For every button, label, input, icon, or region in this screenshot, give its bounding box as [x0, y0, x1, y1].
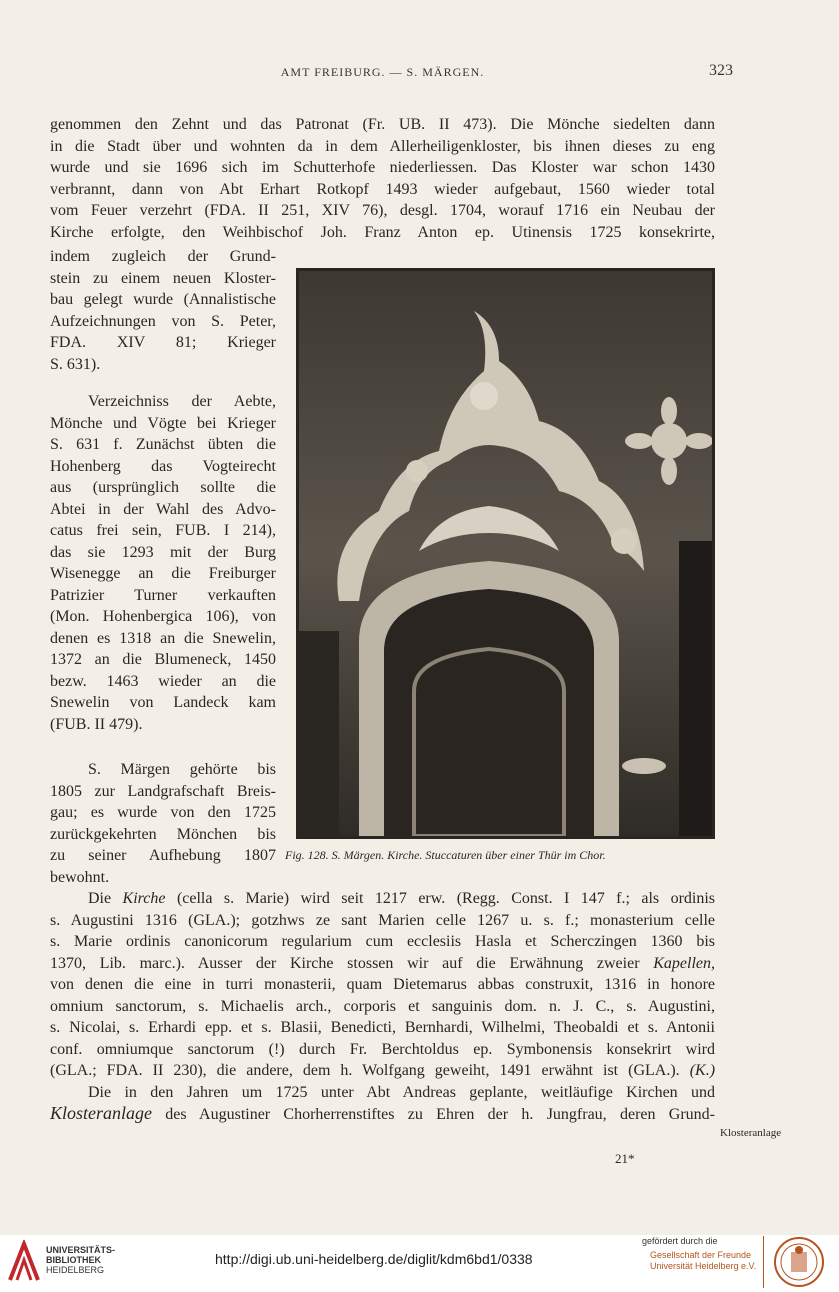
sponsor-label: gefördert durch die: [642, 1236, 718, 1246]
running-header: [50, 62, 733, 82]
stucco-door-illustration: [299, 271, 712, 836]
paragraph-intro: genommen den Zehnt und das Patronat (Fr. UB. II 473). Die Mönche siedelten dann in die Stadt über und wohnten da in dem Allerheiligenkloster, bis ihnen dieses zu eng wurde und sie 1696 sich im Schutterhofe niederliessen. Das Kloster war schon 1430 verbrannt, dann von Abt Erhart Rotkopf 1493 wieder aufgebaut, 1560 wieder total vom Feuer verzehrt (FDA. II 251, XIV 76), desgl. 1704, worauf 1716 ein Neubau der Kirche erfolgte, den Weihbischof Joh. Franz Anton ep. Utinensis 1725 konsekrirte,: [50, 116, 715, 241]
university-library-logo-icon: [8, 1240, 42, 1284]
university-seal-icon: [771, 1236, 827, 1288]
sponsor-name: Gesellschaft der Freunde Universität Heidelberg e.V.: [650, 1250, 757, 1271]
figure-caption: Fig. 128. S. Märgen. Kirche. Stuccaturen über einer Thür im Chor.: [285, 848, 606, 862]
paragraph-kirche: Die Kirche (cella s. Marie) wird seit 1217 erw. (Regg. Const. I 147 f.; als ordinis s. Augustini 1316 (GLA.); gotzhws ze sant Marien celle 1267 u. s. f.; monasterium celle s. Marie ordinis canonicorum regularium cum ecclesiis Hasla et Scherczingen 1360 bis 1370, Lib. marc.). Ausser der Kirche stossen wir auf die Erwähnung zweier Kapellen, von denen die eine in turri monasterii, quam Dietemarus abbas construxit, 1316 in honore omnium sanctorum, s. Michaelis arch., corporis et sanguinis dom. n. J. C., s. Augustini, s. Nicolai, s. Erhardi epp. et s. Blasii, Benedicti, Bernhardi, Wilhelmi, Theobaldi et s. Antonii conf. omniumque sanctorum (!) durch Fr. Berchtoldus ep. Symbonensis konsekrirt wird (GLA.; FDA. II 230), die andere, dem h. Wolfgang geweiht, 1491 erwähnt ist (GLA.). (K.) Die in den Jahren um 1725 unter Abt Andreas geplante, weitläufige Kirchen und Klosteranlage des Augustiner Chorherrenstiftes zu Ehren der h. Jungfrau, deren Grund-: [50, 890, 716, 1123]
permalink-url[interactable]: http://digi.ub.uni-heidelberg.de/diglit/kdm6bd1/0338: [215, 1251, 533, 1267]
university-library-name: UNIVERSITÄTS- BIBLIOTHEK HEIDELBERG: [46, 1245, 116, 1275]
figure-photo-stucco: [296, 268, 715, 839]
paragraph-column-1: indem zugleich der Grund- stein zu einem neuen Kloster- bau gelegt wurde (Annalistische Aufzeichnungen von S. Peter, FDA. XIV 81; Krieger S. 631).: [50, 248, 276, 373]
margin-note: Klosteranlage: [720, 1127, 782, 1139]
signature-mark: 21*: [615, 1151, 635, 1166]
paragraph-column-2: Verzeichniss der Aebte, Mönche und Vögte bei Krieger S. 631 f. Zunächst übten die Hohenberg das Vogteirecht aus (ursprünglich sollte die Abtei in der Wahl des Advo- catus frei sein, FUB. I 214), das sie 1293 mit der Burg Wisenegge an die Freiburger Patrizier Turner verkauften (Mon. Hohenbergica 106), von denen es 1318 an die Snewelin, 1372 an die Blumeneck, 1450 bezw. 1463 wieder an die Snewelin von Landeck kam (FUB. II 479).: [50, 393, 276, 733]
header-title: AMT FREIBURG. — S. MÄRGEN.: [280, 65, 485, 79]
paragraph-column-3: S. Märgen gehörte bis 1805 zur Landgrafschaft Breis- gau; es wurde von den 1725 zurückgekehrten Mönchen bis zu seiner Aufhebung 1807 bewohnt.: [50, 761, 276, 886]
footer-divider: [763, 1236, 764, 1288]
page-number: 323: [709, 62, 733, 79]
